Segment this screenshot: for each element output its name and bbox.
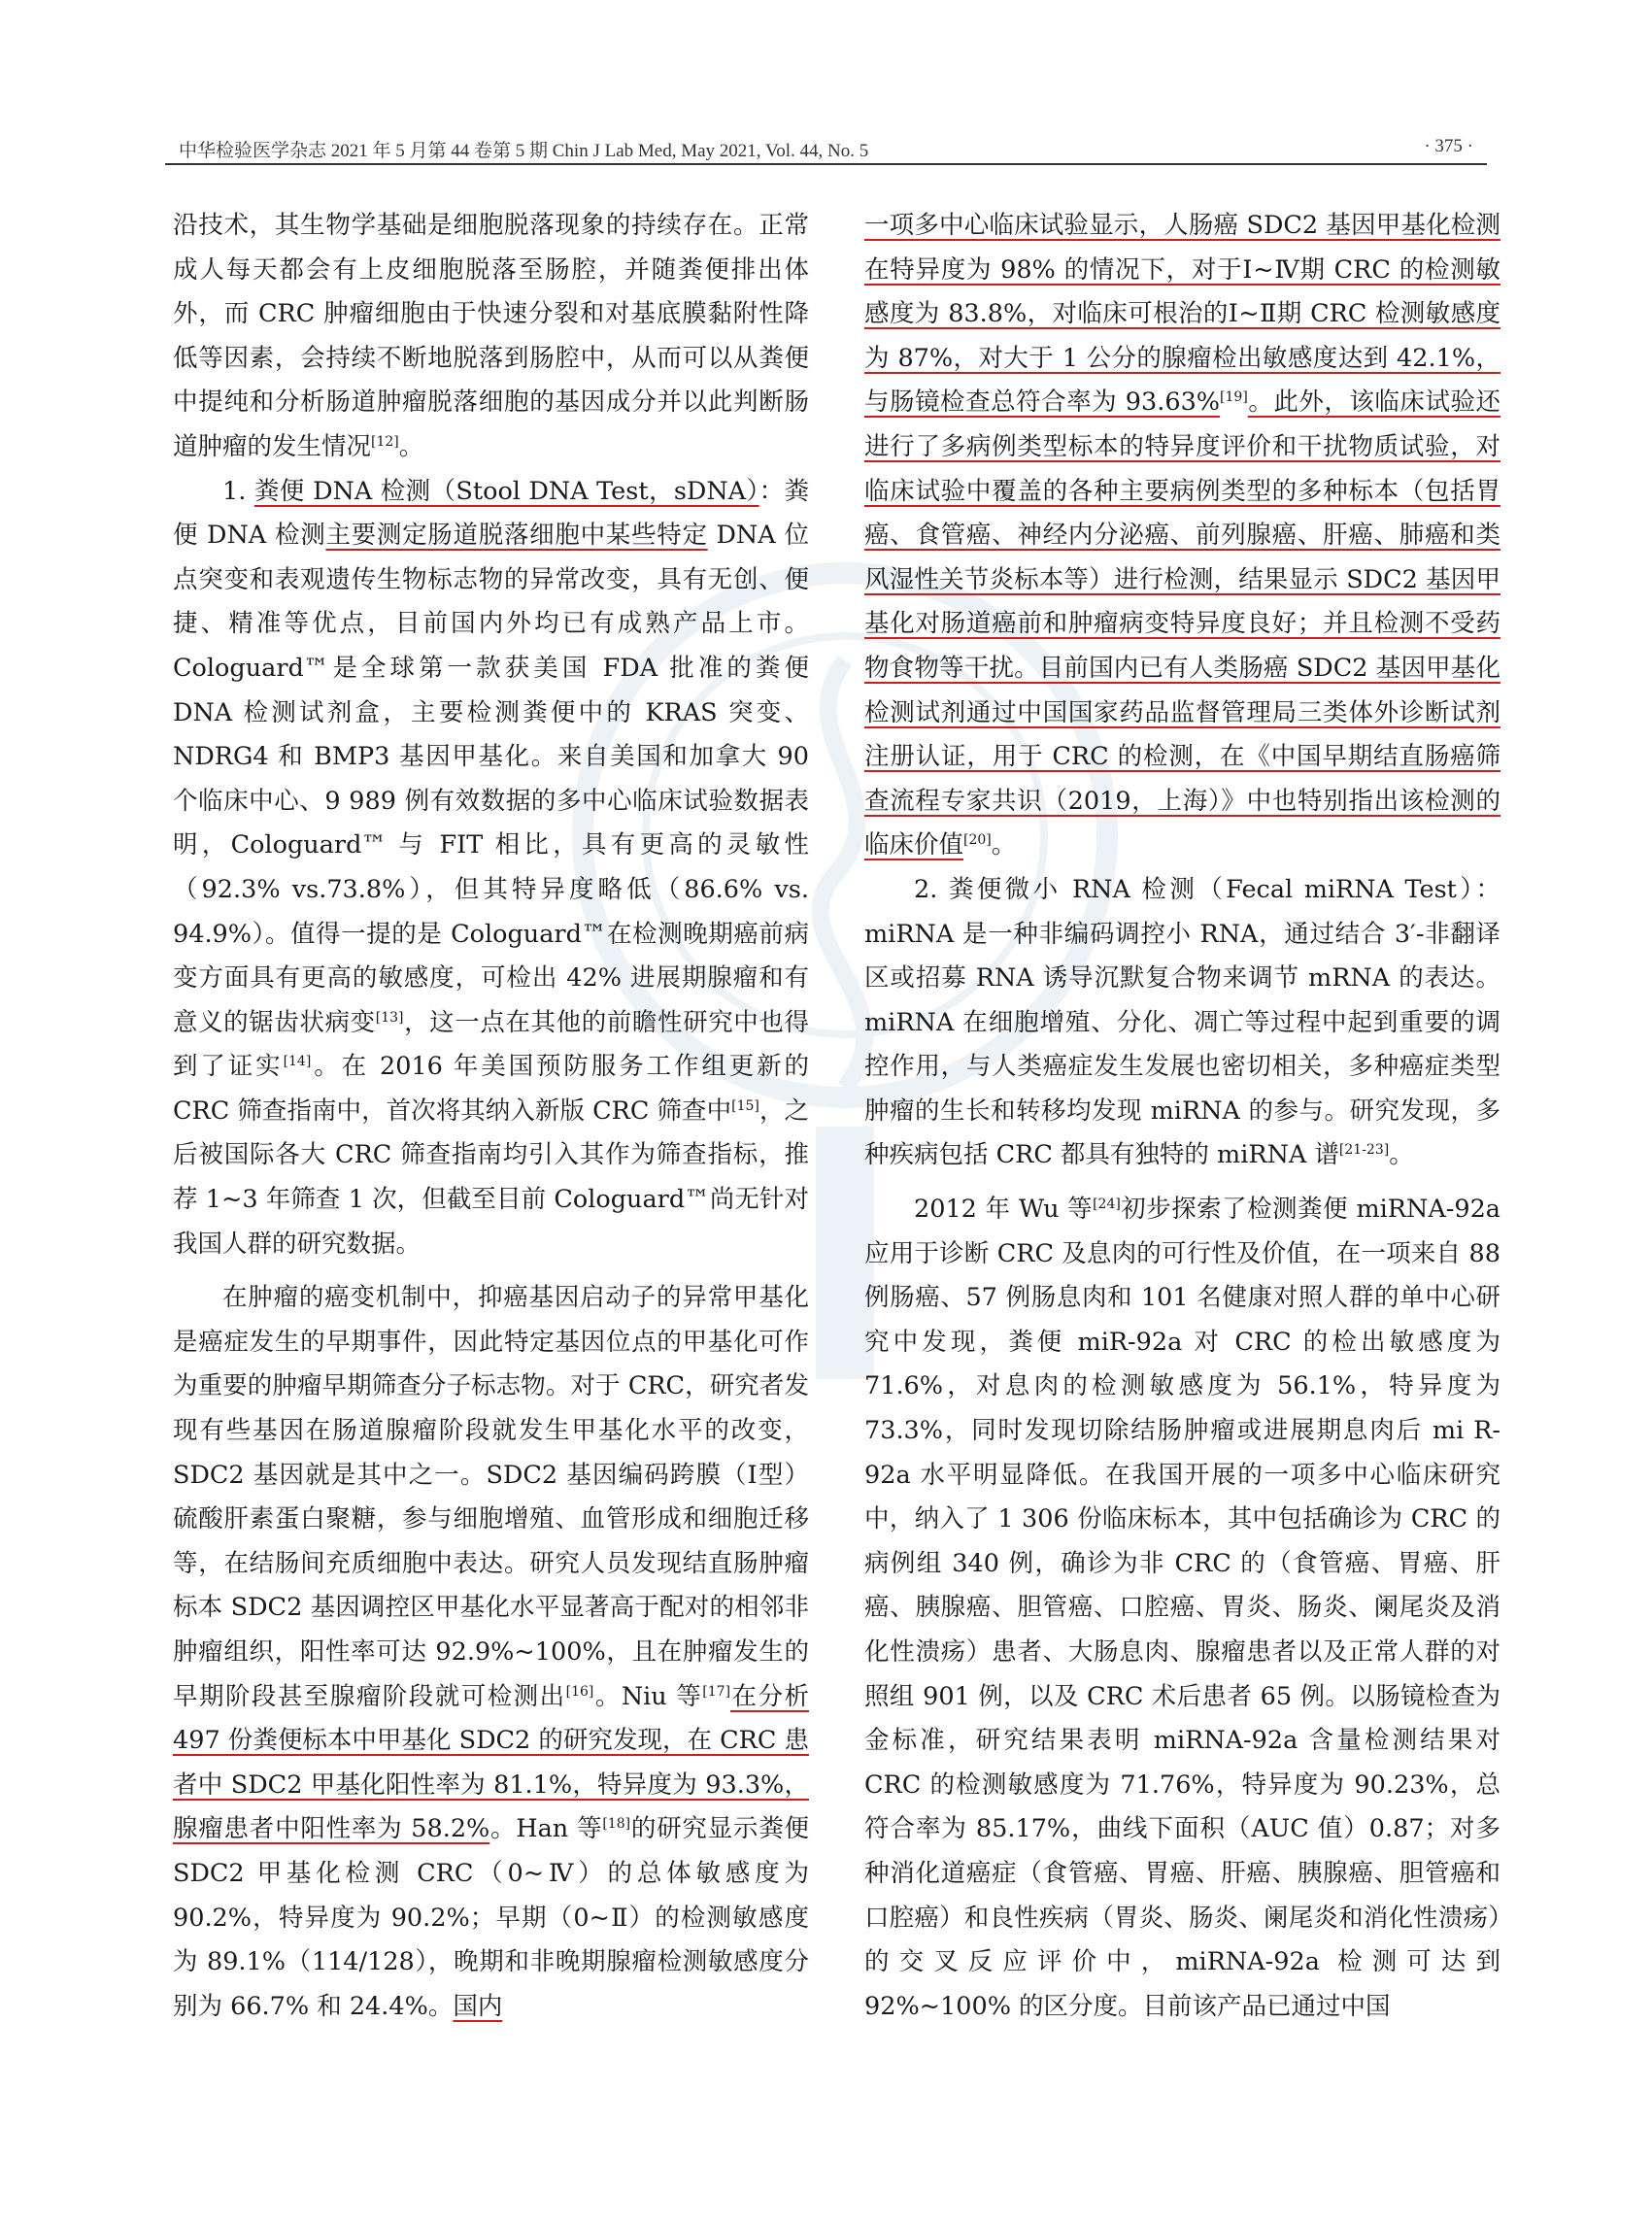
citation-ref: [19] <box>1220 389 1248 406</box>
running-header <box>165 130 1487 165</box>
left-column <box>173 204 809 2029</box>
annotated-span: 粪便 DNA 检测（Stool DNA Test，sDNA） <box>253 476 759 506</box>
left-paragraph-2: 1. 粪便 DNA 检测（Stool DNA Test，sDNA）：粪便 DNA 检测主要测定肠道脱落细胞中某些特定 DNA 位点突变和表观遗传生物标志物的异常改变，具有无创、便捷、精准等优点，目前国内外均已有成熟产品上市。Cologuard™是全球第一款获美国 FDA 批准的粪便 DNA 检测试剂盒，主要检测粪便中的 KRAS 突变、NDRG4 和 BMP3 基因甲基化。来自美国和加拿大 90 个临床中心、9 989 例有效数据的多中心临床试验数据表明，Cologuard™ 与 FIT 相比，具有更高的灵敏性（92.3% vs.73.8%），但其特异度略低（86.6% vs. 94.9%）。值得一提的是 Cologuard™在检测晚期癌前病变方面具有更高的敏感度，可检出 42% 进展期腺瘤和有意义的锯齿状病变[13]，这一点在其他的前瞻性研究中也得到了证实[14]。在 2016 年美国预防服务工作组更新的 CRC 筛查指南中，首次将其纳入新版 CRC 筛查中[15]，之后被国际各大 CRC 筛查指南均引入其作为筛查指标，推荐 1~3 年筛查 1 次，但截至目前 Cologuard™尚无针对我国人群的研究数据。 <box>173 476 809 1259</box>
annotated-span: 一项多中心临床试验显示，人肠癌 SDC2 基因甲基化检测在特异度为 98% 的情况下，对于Ⅰ~Ⅳ期 CRC 的检测敏感度为 83.8%，对临床可根治的Ⅰ~Ⅱ期 CRC 检测敏感度为 87%，对大于 1 公分的腺瘤检出敏感度达到 42.1%，与肠镜检查总符合率为 93.63% <box>864 211 1500 418</box>
annotated-span: 国内 <box>453 1991 503 2021</box>
right-paragraph-3: 2012 年 Wu 等[24]初步探索了检测粪便 miRNA-92a 应用于诊断 CRC 及息肉的可行性及价值，在一项来自 88 例肠癌、57 例肠息肉和 101 名健康对照人群的单中心研究中发现，粪便 miR-92a 对 CRC 的检出敏感度为 71.6%，对息肉的检测敏感度为 56.1%，特异度为 73.3%，同时发现切除结肠肿瘤或进展期息肉后 mi R-92a 水平明显降低。在我国开展的一项多中心临床研究中，纳入了 1 306 份临床标本，其中包括确诊为 CRC 的病例组 340 例，确诊为非 CRC 的（食管癌、胃癌、肝癌、胰腺癌、胆管癌、口腔癌、胃炎、肠炎、阑尾炎及消化性溃疡）患者、大肠息肉、腺瘤患者以及正常人群的对照组 901 例，以及 CRC 术后患者 65 例。以肠镜检查为金标准，研究结果表明 miRNA-92a 含量检测结果对 CRC 的检测敏感度为 71.76%，特异度为 90.23%，总符合率为 85.17%，曲线下面积（AUC 值）0.87；对多种消化道癌症（食管癌、胃癌、肝癌、胰腺癌、胆管癌和口腔癌）和良性疾病（胃炎、肠炎、阑尾炎和消化性溃疡）的交叉反应评价中，miRNA-92a 检测可达到 92%~100% 的区分度。目前该产品已通过中国 <box>864 1195 1500 2021</box>
journal-citation: 中华检验医学杂志 2021 年 5 月第 44 卷第 5 期 Chin J Lab Med, May 2021, Vol. 44, No. 5 <box>179 141 869 161</box>
citation-ref: [13] <box>375 1009 404 1026</box>
citation-ref: [17] <box>702 1683 731 1700</box>
right-paragraph-1: 一项多中心临床试验显示，人肠癌 SDC2 基因甲基化检测在特异度为 98% 的情况下，对于Ⅰ~Ⅳ期 CRC 的检测敏感度为 83.8%，对临床可根治的Ⅰ~Ⅱ期 CRC 检测敏感度为 87%，对大于 1 公分的腺瘤检出敏感度达到 42.1%，与肠镜检查总符合率为 93.63%[19]。此外，该临床试验还进行了多病例类型标本的特异度评价和干扰物质试验，对临床试验中覆盖的各种主要病例类型的多种标本（包括胃癌、食管癌、神经内分泌癌、前列腺癌、肝癌、肺癌和类风湿性关节炎标本等）进行检测，结果显示 SDC2 基因甲基化对肠道癌前和肿瘤病变特异度良好；并且检测不受药物食物等干扰。目前国内已有人类肠癌 SDC2 基因甲基化检测试剂通过中国国家药品监督管理局三类体外诊断试剂注册认证，用于 CRC 的检测，在《中国早期结直肠癌筛查流程专家共识（2019，上海）》中也特别指出该检测的临床价值[20]。 <box>864 211 1500 860</box>
citation-ref: [14] <box>283 1054 312 1070</box>
citation-ref: [15] <box>731 1097 759 1114</box>
annotated-span: 。此外，该临床试验还进行了多病例类型标本的特异度评价和干扰物质试验，对临床试验中覆盖的各种主要病例类型的多种标本（包括胃癌、食管癌、神经内分泌癌、前列腺癌、肝癌、肺癌和类风湿性关节炎标本等）进行检测，结果显示 SDC2 基因甲基化对肠道癌前和肿瘤病变特异度良好；并且检测不受药物食物等干扰。目前国内已有人类肠癌 SDC2 基因甲基化检测试剂通过中国国家药品监督管理局三类体外诊断试剂注册认证，用于 CRC 的检测，在《中国早期结直肠癌筛查流程专家共识（2019，上海）》中也特别指出该检测的临床价值 <box>864 388 1500 860</box>
citation-ref: [20] <box>963 832 992 849</box>
right-paragraph-2: 2. 粪便微小 RNA 检测（Fecal miRNA Test）：miRNA 是一种非编码调控小 RNA，通过结合 3′-非翻译区或招募 RNA 诱导沉默复合物来调节 mRNA 的表达。miRNA 在细胞增殖、分化、凋亡等过程中起到重要的调控作用，与人类癌症发生发展也密切相关，多种癌症类型肿瘤的生长和转移均发现 miRNA 的参与。研究发现，多种疾病包括 CRC 都具有独特的 miRNA 谱[21-23]。 <box>864 874 1500 1170</box>
right-column <box>864 204 1500 2029</box>
citation-ref: [24] <box>1093 1197 1121 1213</box>
citation-ref: [18] <box>602 1816 631 1833</box>
left-paragraph-1: 沿技术，其生物学基础是细胞脱落现象的持续存在。正常成人每天都会有上皮细胞脱落至肠腔，并随粪便排出体外，而 CRC 肿瘤细胞由于快速分裂和对基底膜黏附性降低等因素，会持续不断地脱落到肠腔中，从而可以从粪便中提纯和分析肠道肿瘤脱落细胞的基因成分并以此判断肠道肿瘤的发生情况[12]。 <box>173 211 809 461</box>
citation-ref: [21-23] <box>1338 1142 1390 1159</box>
citation-ref: [16] <box>565 1683 594 1700</box>
annotated-span: 在分析 497 份粪便标本中甲基化 SDC2 的研究发现，在 CRC 患者中 SDC2 甲基化阳性率为 81.1%，特异度为 93.3%，腺瘤患者中阳性率为 58.2% <box>173 1681 809 1844</box>
annotated-span: 主要测定肠道脱落细胞中某些特定 <box>325 521 708 551</box>
page-number: · 375 · <box>1424 136 1473 156</box>
citation-ref: [12] <box>371 433 399 450</box>
left-paragraph-3: 在肿瘤的癌变机制中，抑癌基因启动子的异常甲基化是癌症发生的早期事件，因此特定基因位点的甲基化可作为重要的肿瘤早期筛查分子标志物。对于 CRC，研究者发现有些基因在肠道腺瘤阶段就发生甲基化水平的改变，SDC2 基因就是其中之一。SDC2 基因编码跨膜（Ⅰ型）硫酸肝素蛋白聚糖，参与细胞增殖、血管形成和细胞迁移等，在结肠间充质细胞中表达。研究人员发现结直肠肿瘤标本 SDC2 基因调控区甲基化水平显著高于配对的相邻非肿瘤组织，阳性率可达 92.9%~100%，且在肿瘤发生的早期阶段甚至腺瘤阶段就可检测出[16]。Niu 等[17]在分析 497 份粪便标本中甲基化 SDC2 的研究发现，在 CRC 患者中 SDC2 甲基化阳性率为 81.1%，特异度为 93.3%，腺瘤患者中阳性率为 58.2%。Han 等[18]的研究显示粪便 SDC2 甲基化检测 CRC（0~Ⅳ）的总体敏感度为 90.2%，特异度为 90.2%；早期（0~Ⅱ）的检测敏感度为 89.1%（114/128），晚期和非晚期腺瘤检测敏感度分别为 66.7% 和 24.4%。国内 <box>173 1283 809 2021</box>
